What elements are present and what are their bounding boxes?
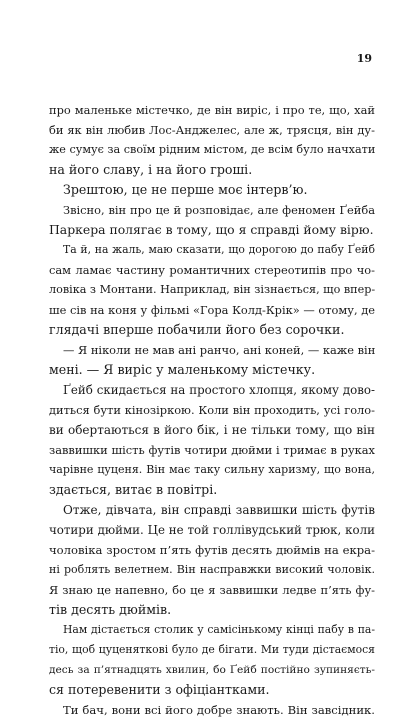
text-line: тіо, щоб цуценяткові було де бігати. Ми туди дістаємося xyxy=(49,643,375,656)
text-line: мені. — Я виріс у маленькому містечку. xyxy=(49,362,316,377)
page-number: 19 xyxy=(356,52,372,65)
text-line: здається, витає в повітрі. xyxy=(49,482,218,497)
text-line: на його славу, і на його гроші. xyxy=(49,162,253,177)
text-line: Зрештою, це не перше моє інтерв’ю. xyxy=(63,182,308,197)
text-line: ні роблять велетнем. Він насправжки високий чоловік. xyxy=(49,563,375,576)
text-line: ше сів на коня у фільмі «Гора Колд-Крік» — отому, де xyxy=(49,303,375,317)
text-line: Отже, дівчата, він справді заввишки шість футів xyxy=(63,503,375,517)
body-text xyxy=(49,100,375,720)
text-line: ся потеревенити з офіціантками. xyxy=(49,682,270,697)
text-line: сам ламає частину романтичних стереотипів про чо- xyxy=(49,263,375,277)
text-line: ловіка з Монтани. Наприклад, він зізнається, що впер- xyxy=(49,283,376,296)
text-line: Ти бач, вони всі його добре знають. Він завсідник. xyxy=(63,703,375,717)
text-line: чоловіка зростом п’ять футів десять дюймів на екра- xyxy=(49,543,375,557)
text-line: глядачі вперше побачили його без сорочки. xyxy=(49,322,345,337)
text-line: про маленьке містечко, де він виріс, і про те, що, хай xyxy=(49,103,375,117)
text-line: Я знаю це напевно, бо це я заввишки ледве п’ять фу- xyxy=(49,583,375,597)
text-line: Звісно, він про це й розповідає, але феномен Ґейба xyxy=(63,203,375,217)
text-line: десь за п’ятнадцять хвилин, бо Ґейб постійно зупиняєть- xyxy=(49,664,375,676)
text-line: ви обертаються в його бік, і не тільки тому, що він xyxy=(49,423,375,437)
text-line: Та й, на жаль, маю сказати, що дорогою до пабу Ґейб xyxy=(63,243,375,256)
text-line: — Я ніколи не мав ані ранчо, ані коней, — каже він xyxy=(63,343,376,357)
text-line: же сумує за своїм рідним містом, де всім було начхати xyxy=(49,143,376,156)
text-line: би як він любив Лос-Анджелес, але ж, трясця, він ду- xyxy=(49,123,375,137)
text-line: Нам дістається столик у самісінькому кінці пабу в па- xyxy=(63,623,375,636)
text-line: чарівне цуценя. Він має таку сильну харизму, що вона, xyxy=(49,463,375,476)
text-line: тів десять дюймів. xyxy=(49,602,172,617)
text-line: заввишки шість футів чотири дюйми і тримає в руках xyxy=(49,443,375,457)
text-line: Ґейб скидається на простого хлопця, якому дово- xyxy=(63,383,375,397)
text-line: чотири дюйми. Це не той голлівудський трюк, коли xyxy=(49,523,375,537)
text-line: диться бути кінозіркою. Коли він проходить, усі голо- xyxy=(49,403,375,417)
text-line: Паркера полягає в тому, що я справді йому вірю. xyxy=(49,222,374,237)
